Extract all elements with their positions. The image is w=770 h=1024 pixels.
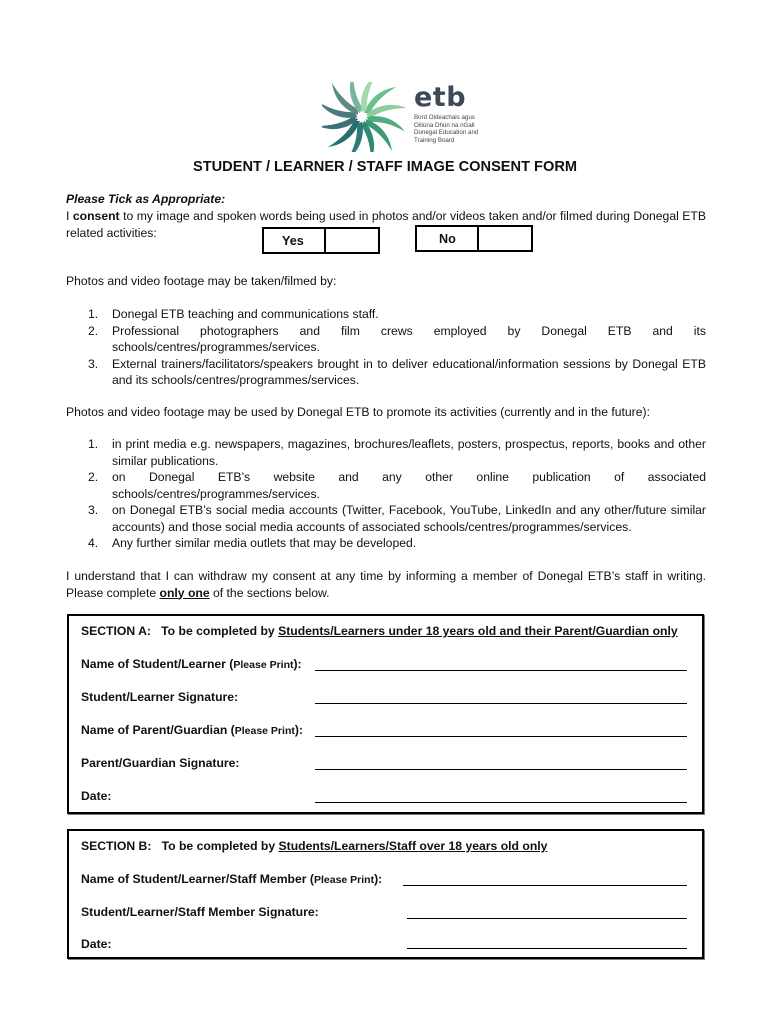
logo-name: etb — [414, 82, 467, 113]
label-end: ): — [374, 872, 383, 886]
section-b-emphasis: Students/Learners/Staff over 18 years old only — [278, 839, 548, 853]
label-small: Please Print — [313, 874, 375, 886]
taken-by-list — [66, 306, 706, 389]
list-item — [66, 356, 706, 389]
list-number: 3. — [88, 503, 99, 517]
list-number: 2. — [88, 470, 99, 484]
member-date-label: Date: — [81, 937, 112, 951]
list-text: Donegal ETB teaching and communications staff. — [112, 307, 379, 321]
member-signature-field[interactable] — [407, 918, 687, 919]
withdraw-text-bold: only one — [159, 585, 210, 600]
list-item — [66, 469, 706, 502]
list-number: 2. — [88, 323, 99, 338]
yes-label: Yes — [282, 233, 304, 248]
label-end: ): — [294, 723, 303, 737]
withdraw-statement — [66, 568, 706, 601]
section-a-lead: To be completed by — [161, 624, 279, 638]
list-text: External trainers/facilitators/speakers brought in to deliver educational/information sessions by Donegal ETB and its schools/centres/programmes/services. — [112, 356, 706, 387]
date-field[interactable] — [315, 802, 687, 803]
section-a-box — [67, 614, 704, 814]
member-date-field[interactable] — [407, 948, 687, 949]
section-a-heading — [81, 624, 678, 638]
list-text: Professional photographers and film crews employed by Donegal ETB and its schools/centres/programmes/services. — [112, 323, 706, 354]
date-label: Date: — [81, 789, 112, 803]
parent-name-field[interactable] — [315, 736, 687, 737]
label-text: Name of Student/Learner/Staff Member ( — [81, 872, 314, 886]
parent-name-label — [81, 723, 303, 737]
student-signature-field[interactable] — [315, 703, 687, 704]
list-number: 4. — [88, 536, 99, 550]
list-item — [66, 436, 706, 469]
student-name-label — [81, 657, 302, 671]
form-title: STUDENT / LEARNER / STAFF IMAGE CONSENT FORM — [192, 159, 578, 175]
consent-text-end: to my image and spoken words being used in photos and/or videos taken and/or filmed during Donegal ETB related activities: — [66, 209, 706, 240]
label-small: Please Print — [233, 659, 294, 671]
section-b-lead: To be completed by — [161, 839, 279, 853]
section-b-label: SECTION B: — [81, 839, 152, 853]
list-text: on Donegal ETB’s website and any other online publication of associated schools/centres/programmes/services. — [112, 470, 706, 501]
withdraw-text-start: I understand that I can withdraw my consent at any time by informing a member of Donegal ETB’s staff in writing. Please complete — [66, 569, 706, 600]
yes-option[interactable] — [262, 227, 380, 254]
consent-text-bold: consent — [72, 209, 120, 223]
section-b-box — [67, 829, 704, 959]
list-text: Any further similar media outlets that may be developed. — [112, 536, 417, 550]
list-number: 1. — [88, 437, 99, 451]
list-item — [66, 535, 706, 552]
member-name-field[interactable] — [403, 885, 687, 886]
section-a-emphasis: Students/Learners under 18 years old and their Parent/Guardian only — [278, 624, 678, 638]
list-text: in print media e.g. newspapers, magazines, brochures/leaflets, posters, prospectus, reports, books and other similar publications. — [112, 437, 706, 468]
student-name-field[interactable] — [315, 670, 687, 671]
label-end: ): — [293, 657, 302, 671]
member-name-label — [81, 872, 382, 886]
no-option[interactable] — [415, 225, 533, 252]
list-item — [66, 323, 706, 356]
list-text: on Donegal ETB’s social media accounts (Twitter, Facebook, YouTube, LinkedIn and any other/future similar accounts) and those social media accounts of associated schools/centres/programmes/services. — [112, 503, 706, 534]
used-by-intro: Photos and video footage may be used by Donegal ETB to promote its activities (currently and in the future): — [66, 405, 650, 419]
logo-subtitle — [414, 114, 478, 144]
label-small: Please Print — [234, 725, 295, 737]
student-signature-label: Student/Learner Signature: — [81, 690, 239, 704]
no-label: No — [439, 231, 456, 246]
logo-line: Bord Oideachais agus — [414, 114, 475, 121]
no-tick-box[interactable] — [477, 227, 531, 250]
etb-logo-wordmark — [414, 84, 478, 144]
yes-tick-box[interactable] — [324, 229, 378, 252]
consent-statement — [66, 208, 706, 241]
label-text: Name of Parent/Guardian ( — [81, 723, 235, 737]
section-b-heading — [81, 839, 547, 853]
list-item — [66, 502, 706, 535]
logo-line: Training Board — [414, 136, 455, 144]
section-a-label: SECTION A: — [81, 624, 151, 638]
logo-line: Oiliúna Dhún na nGall — [414, 121, 475, 129]
list-number: 3. — [88, 356, 99, 371]
parent-signature-field[interactable] — [315, 769, 687, 770]
logo-line: Donegal Education and — [414, 129, 479, 137]
withdraw-text-end: of the sections below. — [209, 585, 330, 600]
tick-heading: Please Tick as Appropriate: — [66, 192, 226, 206]
list-item — [66, 306, 706, 323]
label-text: Name of Student/Learner ( — [81, 657, 234, 671]
parent-signature-label: Parent/Guardian Signature: — [81, 756, 240, 770]
used-by-list — [66, 436, 706, 552]
consent-text-start: I — [66, 209, 73, 223]
member-signature-label: Student/Learner/Staff Member Signature: — [81, 905, 319, 919]
list-number: 1. — [88, 307, 99, 321]
taken-by-intro: Photos and video footage may be taken/filmed by: — [66, 274, 337, 288]
